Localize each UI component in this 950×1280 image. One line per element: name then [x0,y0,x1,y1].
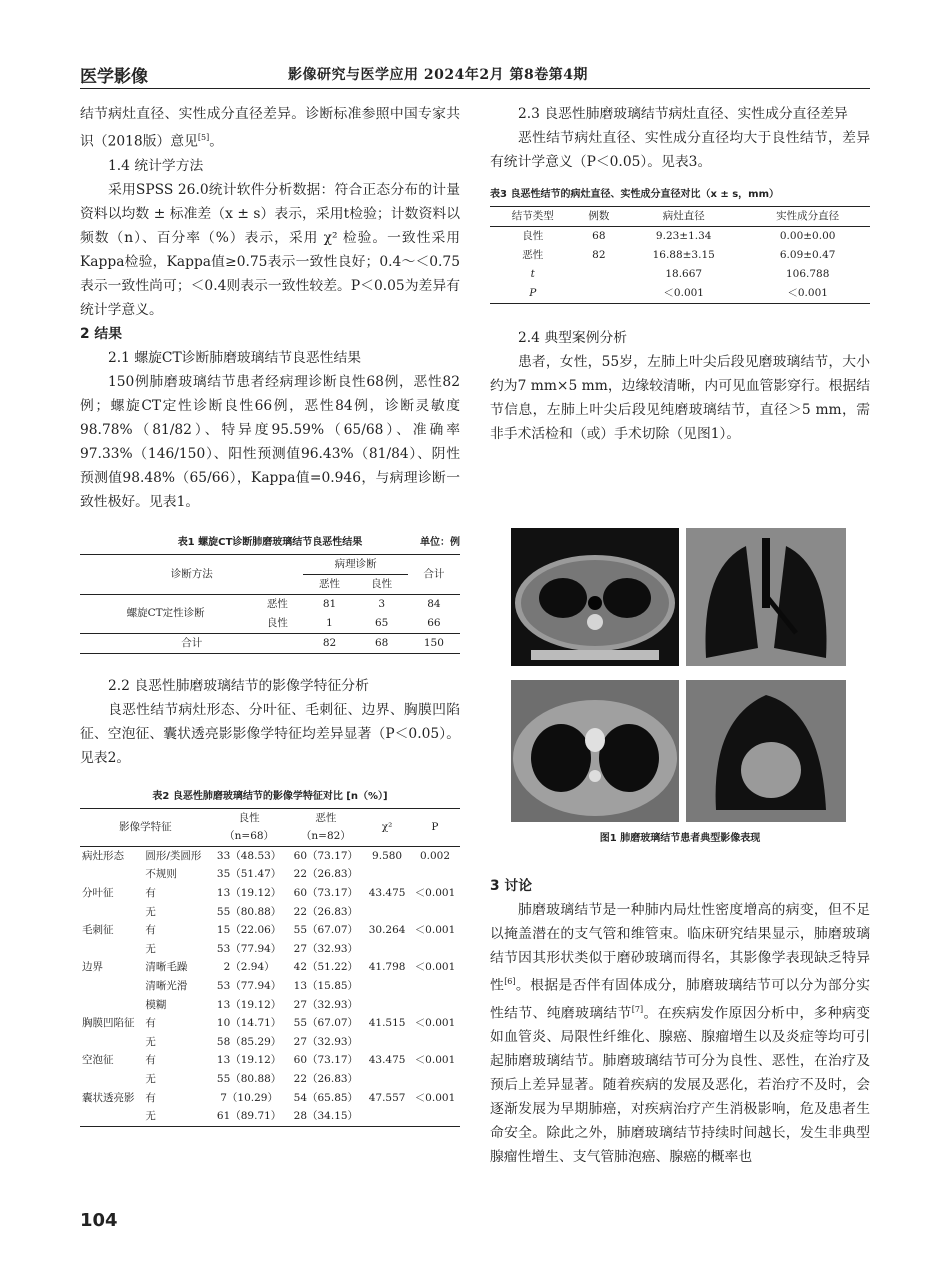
table-cell [364,1070,410,1089]
table-cell: 33（48.53） [216,849,282,862]
table-row [80,1051,460,1070]
table-cell: 42（51.22） [293,961,359,974]
table-cell: 27（32.93） [293,942,359,955]
table1: 诊断方法 病理诊断 合计 恶性 良性 螺旋CT定性诊断 恶性 81 3 84 良性 1 65 66 合计 82 68 150 [80,554,460,654]
table-cell: 30.264 [368,924,406,937]
table-row [80,1089,460,1108]
table-cell: 不规则 [145,868,177,881]
table-cell: 囊状透亮影 [82,1091,135,1104]
table-cell: 43.475 [368,1054,406,1067]
section-2-2-heading: 2.2 良恶性肺磨玻璃结节的影像学特征分析 [108,677,369,694]
table-cell: 2（2.94） [223,961,275,974]
table-cell: 有 [145,886,156,899]
table-row [80,846,460,865]
table2-caption: 表2 良恶性肺磨玻璃结节的影像学特征对比 [n（%）] [152,790,388,802]
table-cell: 55（67.07） [293,1017,359,1030]
table-cell [80,865,143,884]
section-1-4-heading: 1.4 统计学方法 [108,157,204,174]
table-cell: 58（85.29） [216,1035,282,1048]
table-cell: 7（10.29） [220,1091,278,1104]
table-cell: 无 [145,1035,156,1048]
right-column-discussion [490,874,870,1169]
table-cell: 胸膜凹陷征 [82,1017,135,1030]
table-row [80,996,460,1015]
table-cell: 模糊 [145,998,167,1011]
table-cell: 41.798 [368,961,406,974]
table-cell: 有 [145,924,156,937]
table-cell [80,996,143,1015]
table-cell [410,903,460,922]
table-cell [410,1107,460,1126]
ct-image-axial-1 [511,528,679,666]
section-2-4-heading: 2.4 典型案例分析 [518,330,628,346]
table-cell: ＜0.001 [414,1054,456,1067]
table-cell [364,996,410,1015]
table-cell [410,1033,460,1052]
table-cell [364,977,410,996]
table-cell [80,1070,143,1089]
table-cell [364,865,410,884]
table-row [80,884,460,903]
table-row [80,921,460,940]
table-cell: 60（73.17） [293,1054,359,1067]
table-cell: 分叶征 [82,886,114,899]
paragraph-discussion: 肺磨玻璃结节是一种肺内局灶性密度增高的病变，但不足以掩盖潜在的支气管和维管束。临床研究结果显示，肺磨玻璃结节因其形状类似于磨砂玻璃而得名，其影像学表现缺乏特异性[6]。根据是否伴有固体成分，肺磨玻璃结节可以分为部分实性结节、纯磨玻璃结节[7]。在疾病发作原因分析中，多种病变如血管炎、局限性纤维化、腺癌、腺瘤增生以及炎症等均可引起肺磨玻璃结节。肺磨玻璃结节可分为良性、恶性，在治疗及预后上差异显著。随着疾病的发展及恶化，若治疗不及时，会逐渐发展为早期肺癌，对疾病治疗产生消极影响，危及患者生命安全。除此之外，肺磨玻璃结节持续时间越长，发生非典型腺瘤性增生、支气管肺泡癌、腺癌的概率也 [490,902,871,1166]
paragraph-stats: 采用SPSS 26.0统计软件分析数据：符合正态分布的计量资料以均数 ± 标准差（x ± s）表示，采用t检验；计数资料以频数（n）、百分率（%）表示，采用 χ² 检验。一致性采用Kappa检验，Kappa值≥0.75表示一致性良好；0.4～＜0.75表示一致性尚可；＜0.4则表示一致性较差。P＜0.05为差异有统计学意义。 [80,181,460,318]
table-cell: 清晰毛躁 [145,961,188,974]
ct-image-coronal [686,528,846,666]
paragraph-results-2-1: 150例肺磨玻璃结节患者经病理诊断良性68例，恶性82例；螺旋CT定性诊断良性66例，恶性84例，诊断灵敏度98.78%（81/82）、特异度95.59%（65/68）、准确率97.33%（146/150）、阳性预测值96.43%（81/84）、阴性预测值98.48%（65/66），Kappa值=0.946，与病理诊断一致性极好。见表1。 [80,373,460,510]
table-row [80,958,460,977]
table-cell: ＜0.001 [414,924,456,937]
table-cell [410,1070,460,1089]
table-cell [410,996,460,1015]
table-cell: 47.557 [368,1091,406,1104]
issue-info: 影像研究与医学应用 2024年2月 第8卷第4期 [288,67,588,83]
table-cell [364,940,410,959]
header-rule [80,88,870,89]
table-cell: 无 [145,942,156,955]
table-cell [80,940,143,959]
table-cell: 病灶形态 [82,849,124,862]
table-cell: ＜0.001 [414,1091,456,1104]
table-cell: 无 [145,905,156,918]
table-cell: ＜0.001 [414,1017,456,1030]
table-cell: 边界 [82,961,103,974]
section-3-heading: 3 讨论 [490,878,532,894]
table-cell: 清晰光滑 [145,979,188,992]
table-row [80,1070,460,1089]
table-cell: 61（89.71） [216,1110,282,1123]
table-row [80,940,460,959]
table1-caption: 表1 螺旋CT诊断肺磨玻璃结节良恶性结果 单位：例 [177,536,460,548]
table-cell: 无 [145,1110,156,1123]
table-row [80,903,460,922]
table-cell [80,1107,143,1126]
section-2-heading: 2 结果 [80,325,122,342]
journal-name: 医学影像 [80,67,148,87]
table-cell [80,1033,143,1052]
table-cell: 54（65.85） [293,1091,359,1104]
table-cell: 圆形/类圆形 [145,849,202,862]
paragraph-continuation: 结节病灶直径、实性成分直径差异。诊断标准参照中国专家共识（2018版）意见[5]。 [80,106,460,150]
table-cell: 无 [145,1072,156,1085]
table-cell [80,977,143,996]
table-cell: 有 [145,1017,156,1030]
table-cell [364,903,410,922]
table-cell: 15（22.06） [216,924,282,937]
table-cell: 13（15.85） [293,979,359,992]
table-cell: ＜0.001 [414,961,456,974]
table-cell: 53（77.94） [216,979,282,992]
table-cell: 13（19.12） [216,886,282,899]
table-cell [364,1033,410,1052]
table-cell: 9.580 [372,849,403,862]
section-2-3-heading: 2.3 良恶性肺磨玻璃结节病灶直径、实性成分直径差异 [518,106,848,122]
ct-image-axial-2 [511,680,679,822]
table-cell: 55（67.07） [293,924,359,937]
table-cell: 28（34.15） [293,1110,359,1123]
table-cell: 空泡征 [82,1054,114,1067]
table-cell: 60（73.17） [293,849,359,862]
table-cell: 60（73.17） [293,886,359,899]
table-cell: ＜0.001 [414,886,456,899]
table-cell [410,865,460,884]
table-cell [80,903,143,922]
table-cell: 22（26.83） [293,905,359,918]
table-row [80,1107,460,1126]
table-cell: 43.475 [368,886,406,899]
table-row [80,1033,460,1052]
table-cell: 53（77.94） [216,942,282,955]
paragraph-case: 患者，女性，55岁，左肺上叶尖后段见磨玻璃结节，大小约为7 mm×5 mm，边缘较清晰，内可见血管影穿行。根据结节信息，左肺上叶尖后段见纯磨玻璃结节，直径＞5 mm，需非手术活检和（或）手术切除（见图1）。 [490,354,870,442]
table-cell [410,977,460,996]
table-cell: 有 [145,1054,156,1067]
table-row [80,977,460,996]
paragraph-results-2-2: 良恶性结节病灶形态、分叶征、毛刺征、边界、胸膜凹陷征、空泡征、囊状透亮影影像学特征均差异显著（P＜0.05）。见表2。 [80,701,460,766]
table-cell: 27（32.93） [293,1035,359,1048]
table-cell: 有 [145,1091,156,1104]
table2-body [80,846,460,1126]
table-cell: 35（51.47） [216,868,282,881]
ct-image-sagittal [686,680,846,822]
table2: 影像学特征 良性 恶性 χ² P （n=68） （n=82） 病灶形态 圆形/类圆形 33（48.53） 60（73.17） 9.580 0.002 不规则 35（51.47） 22（26.83） 分叶征 有 13（19.12） 60（73.17） 43.475 ＜0.001 无 55（80.88） 22（26.83） 毛刺征 有 15（22.06） 55（67.07） 30.264 ＜0.001 无 53（77.94） 27（32.93） 边界 清晰毛躁 2（2.94） 42（51.22） 41.798 ＜0.001 清晰光滑 53（77.94） 13（15.85） 模糊 13（19.12） 27（32.93） 胸膜凹陷征 有 10（14.71） 55（67.07） 41.515 ＜0.001 无 58（85.29） 27（32.93） 空泡征 有 13（19.12） 60（73.17） 43.475 ＜0.001 无 55（80.88） 22（26.83） 囊状透亮影 有 7（10.29） 54（65.85） 47.557 ＜0.001 无 61（89.71） 28（34.15） [80,808,460,1127]
paragraph-results-2-3: 恶性结节病灶直径、实性成分直径均大于良性结节，差异有统计学意义（P＜0.05）。见表3。 [490,130,870,170]
table-row [80,1014,460,1033]
table-cell: 10（14.71） [216,1017,282,1030]
table-cell [410,940,460,959]
table-cell: 22（26.83） [293,868,359,881]
right-column [490,102,870,446]
table-cell: 41.515 [368,1017,406,1030]
table-cell [364,1107,410,1126]
figure1-caption: 图1 肺磨玻璃结节患者典型影像表现 [599,833,761,844]
table3-caption: 表3 良恶性结节的病灶直径、实性成分直径对比（x ± s，mm） [490,189,780,200]
table-cell: 13（19.12） [216,998,282,1011]
table-cell: 55（80.88） [216,905,282,918]
table3: 结节类型 例数 病灶直径 实性成分直径 良性 68 9.23±1.34 0.00±0.00 恶性 82 16.88±3.15 6.09±0.47 t 18.667 106.788 P ＜0.001 ＜0.001 [490,206,870,304]
table-cell: 22（26.83） [293,1072,359,1085]
table-cell: 27（32.93） [293,998,359,1011]
table-cell: 55（80.88） [216,1072,282,1085]
section-2-1-heading: 2.1 螺旋CT诊断肺磨玻璃结节良恶性结果 [108,349,362,366]
table-cell: 0.002 [419,849,450,862]
table-row [80,865,460,884]
table-cell: 毛刺征 [82,924,114,937]
page-number: 104 [80,1210,118,1231]
left-column [80,102,460,1127]
table-cell: 13（19.12） [216,1054,282,1067]
